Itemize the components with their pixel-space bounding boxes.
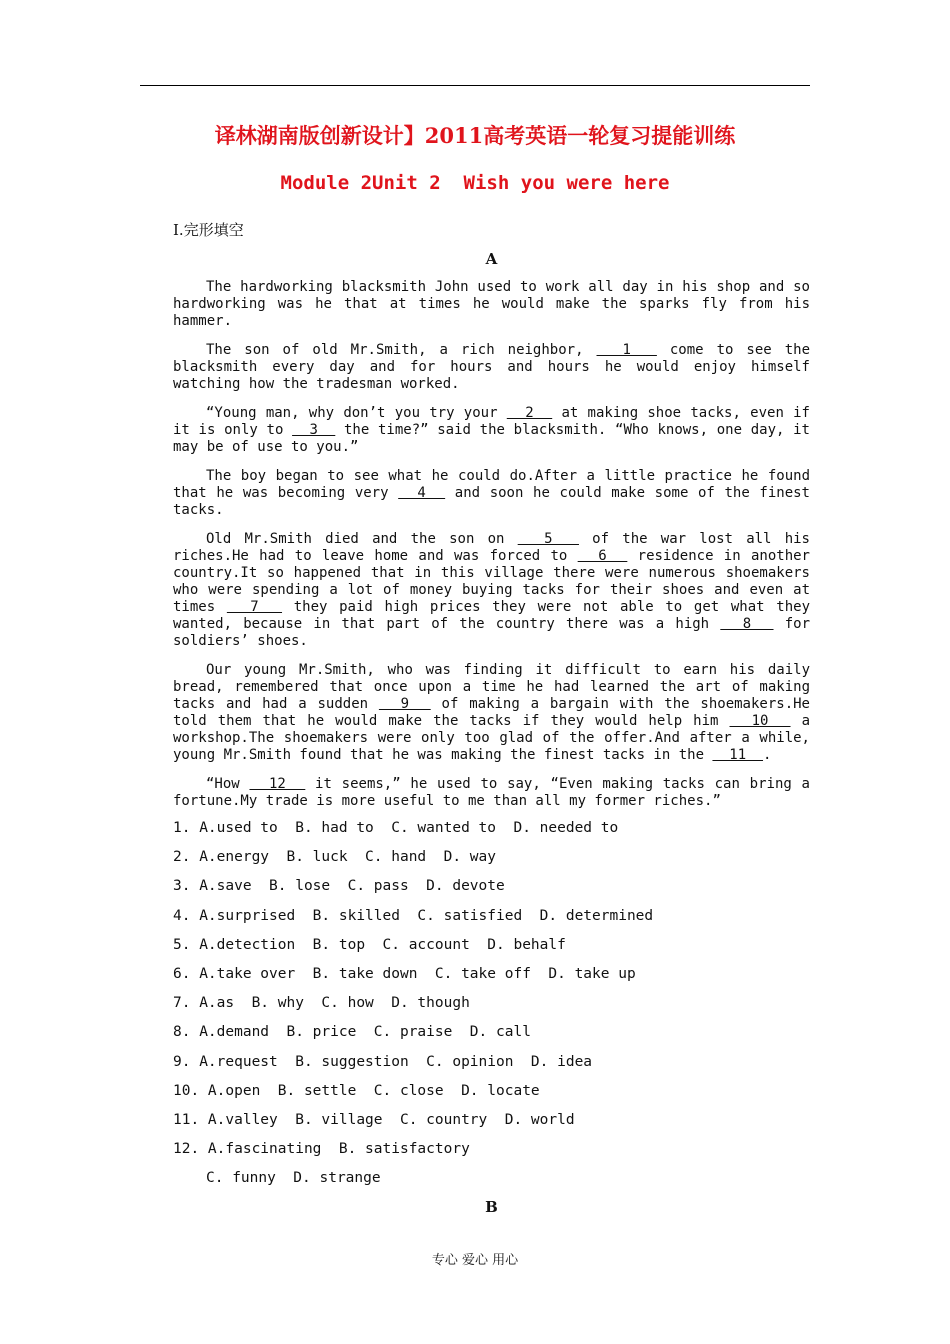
answer-blank: 8 — [720, 616, 774, 632]
option-row: 3. A.save B. lose C. pass D. devote — [173, 878, 505, 895]
passage-text: Our young Mr.Smith, who was finding it difficult to earn his daily bread, remembered that once upon a time he had learned the art of making tacks and had a sudden — [173, 662, 810, 712]
passage-paragraph — [173, 531, 810, 650]
answer-blank: 4 — [398, 485, 446, 501]
passage-paragraph — [173, 468, 810, 519]
passage-text: and soon he could make some of the finest tacks. — [173, 485, 810, 518]
part-a-heading: A — [485, 250, 498, 268]
option-row: 6. A.take over B. take down C. take off D. take up — [173, 965, 636, 982]
answer-blank: 10 — [729, 713, 791, 729]
passage-text: The boy began to see what he could do.After a little practice he found that he was becoming very — [173, 468, 810, 501]
option-row: 7. A.as B. why C. how D. though — [173, 995, 470, 1012]
answer-blank: 6 — [577, 548, 628, 564]
passage-text: for soldiers’ shoes. — [173, 616, 810, 649]
passage-text: of making a bargain with the shoemakers.He told them that he would make the tacks if they would help him — [173, 696, 810, 729]
section-heading: Ⅰ.完形填空 — [173, 221, 244, 239]
part-b-heading: B — [485, 1198, 498, 1216]
passage-text: Old Mr.Smith died and the son on — [206, 531, 518, 547]
passage-text: it seems,” he used to say, “Even making tacks can bring a fortune.My trade is more useful to me than all my former riches.” — [173, 776, 810, 809]
passage-text: come to see the blacksmith every day and for hours and hours he would enjoy himself watching how the tradesman worked. — [173, 342, 810, 392]
passage-text: of the war lost all his riches.He had to leave home and was forced to — [173, 531, 810, 564]
answer-blank: 2 — [506, 405, 553, 421]
options-list — [173, 818, 653, 1197]
passage-paragraph — [173, 342, 810, 393]
option-row: 5. A.detection B. top C. account D. behalf — [173, 936, 566, 953]
option-row: 12. A.fascinating B. satisfactory — [173, 1141, 470, 1158]
cloze-passage — [173, 279, 810, 822]
option-row: 1. A.used to B. had to C. wanted to D. needed to — [173, 820, 619, 836]
answer-blank: 11 — [712, 747, 764, 763]
passage-paragraph — [173, 662, 810, 764]
passage-text: “Young man, why don’t you try your — [206, 405, 507, 421]
passage-text: The son of old Mr.Smith, a rich neighbor, — [206, 342, 597, 358]
answer-blank: 1 — [596, 342, 657, 358]
passage-text: at making shoe tacks, even if it is only to — [173, 405, 810, 438]
option-row: 2. A.energy B. luck C. hand D. way — [173, 849, 497, 866]
answer-blank: 7 — [226, 599, 283, 615]
option-row-continued: C. funny D. strange — [206, 1170, 381, 1187]
page-subtitle: Module 2Unit 2 Wish you were here — [280, 172, 670, 194]
passage-text: “How — [206, 776, 250, 792]
answer-blank: 9 — [378, 696, 431, 712]
passage-paragraph — [173, 776, 810, 810]
answer-blank: 3 — [292, 422, 336, 438]
passage-paragraph — [173, 279, 810, 330]
option-row: 9. A.request B. suggestion C. opinion D. idea — [173, 1053, 593, 1070]
page-footer: 专心 爱心 用心 — [431, 1253, 519, 1268]
page-title: 译林湖南版创新设计】2011高考英语一轮复习提能训练 — [214, 123, 736, 148]
header-rule — [140, 85, 810, 86]
passage-text: residence in another country.It so happened that in this village there were numerous shoemakers who were spending a lot of money buying tacks for their shoes and even at times — [173, 548, 810, 615]
passage-text: they paid high prices they were not able to get what they wanted, because in that part of the country there was a high — [173, 599, 810, 632]
option-row: 4. A.surprised B. skilled C. satisfied D. determined — [173, 907, 654, 924]
passage-text: the time?” said the blacksmith. “Who knows, one day, it may be of use to you.” — [173, 422, 810, 455]
passage-text: a workshop.The shoemakers were only too glad of the offer.And after a while, young Mr.Smith found that he was making the finest tacks in the — [173, 713, 810, 763]
passage-text: . — [763, 747, 772, 763]
passage-text: The hardworking blacksmith John used to work all day in his shop and so hardworking was he that at times he would make the sparks fly from his hammer. — [173, 279, 810, 329]
answer-blank: 5 — [517, 531, 579, 547]
passage-paragraph — [173, 405, 810, 456]
option-row: 11. A.valley B. village C. country D. world — [173, 1111, 575, 1128]
answer-blank: 12 — [249, 776, 306, 792]
option-row: 8. A.demand B. price C. praise D. call — [173, 1024, 531, 1041]
option-row: 10. A.open B. settle C. close D. locate — [173, 1082, 540, 1099]
